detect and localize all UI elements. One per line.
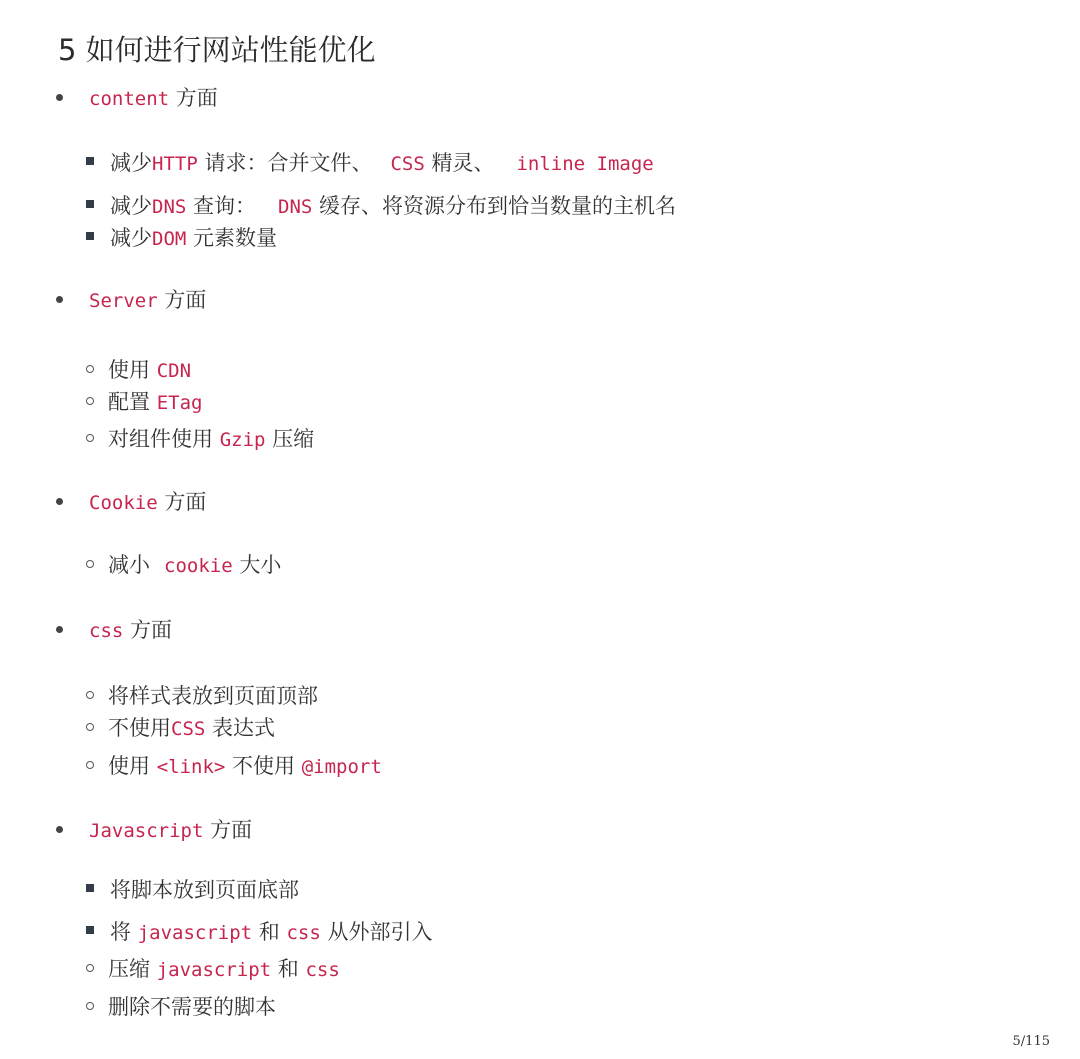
page-title: 5 如何进行网站性能优化 — [58, 33, 376, 67]
list-item: 对组件使用 Gzip 压缩 — [86, 429, 314, 450]
list-item: 将脚本放到页面底部 — [86, 880, 299, 901]
section-label: 方面 — [175, 86, 218, 110]
section-code: content — [89, 88, 170, 110]
circle-bullet-icon — [86, 964, 94, 972]
section-javascript-heading — [56, 820, 252, 841]
section-label: 方面 — [164, 288, 207, 312]
page-number: 5/115 — [1012, 1034, 1050, 1049]
list-item: 减少DNS 查询： DNS 缓存、将资源分布到恰当数量的主机名 — [86, 196, 676, 217]
list-item: 使用 CDN — [86, 360, 191, 381]
list-item: 使用 <link> 不使用 @import — [86, 756, 382, 777]
circle-bullet-icon — [86, 761, 94, 769]
circle-bullet-icon — [86, 434, 94, 442]
list-item: 减少HTTP 请求：合并文件、 CSS 精灵、 inline Image — [86, 153, 654, 174]
list-item: 压缩 javascript 和 css — [86, 959, 340, 980]
section-label: 方面 — [130, 618, 173, 642]
section-content-heading — [56, 88, 218, 109]
bullet-dot-icon — [56, 626, 63, 633]
section-code: Server — [89, 290, 158, 312]
bullet-dot-icon — [56, 296, 63, 303]
list-item: 不使用CSS 表达式 — [86, 718, 275, 739]
bullet-dot-icon — [56, 94, 63, 101]
circle-bullet-icon — [86, 397, 94, 405]
list-item: 删除不需要的脚本 — [86, 997, 276, 1018]
circle-bullet-icon — [86, 560, 94, 568]
square-bullet-icon — [86, 884, 94, 892]
section-server-heading — [56, 290, 206, 311]
section-cookie-heading — [56, 492, 206, 513]
square-bullet-icon — [86, 200, 94, 208]
bullet-dot-icon — [56, 498, 63, 505]
list-item: 将样式表放到页面顶部 — [86, 686, 318, 707]
section-code: css — [89, 620, 124, 642]
section-label: 方面 — [164, 490, 207, 514]
list-item: 配置 ETag — [86, 392, 202, 413]
section-code: Cookie — [89, 492, 158, 514]
section-code: Javascript — [89, 820, 204, 842]
bullet-dot-icon — [56, 826, 63, 833]
circle-bullet-icon — [86, 365, 94, 373]
list-item: 减小 cookie 大小 — [86, 555, 281, 576]
square-bullet-icon — [86, 157, 94, 165]
list-item: 将 javascript 和 css 从外部引入 — [86, 922, 432, 943]
circle-bullet-icon — [86, 1002, 94, 1010]
list-item: 减少DOM 元素数量 — [86, 228, 277, 249]
circle-bullet-icon — [86, 723, 94, 731]
section-label: 方面 — [210, 818, 253, 842]
circle-bullet-icon — [86, 691, 94, 699]
section-css-heading — [56, 620, 172, 641]
square-bullet-icon — [86, 926, 94, 934]
square-bullet-icon — [86, 232, 94, 240]
